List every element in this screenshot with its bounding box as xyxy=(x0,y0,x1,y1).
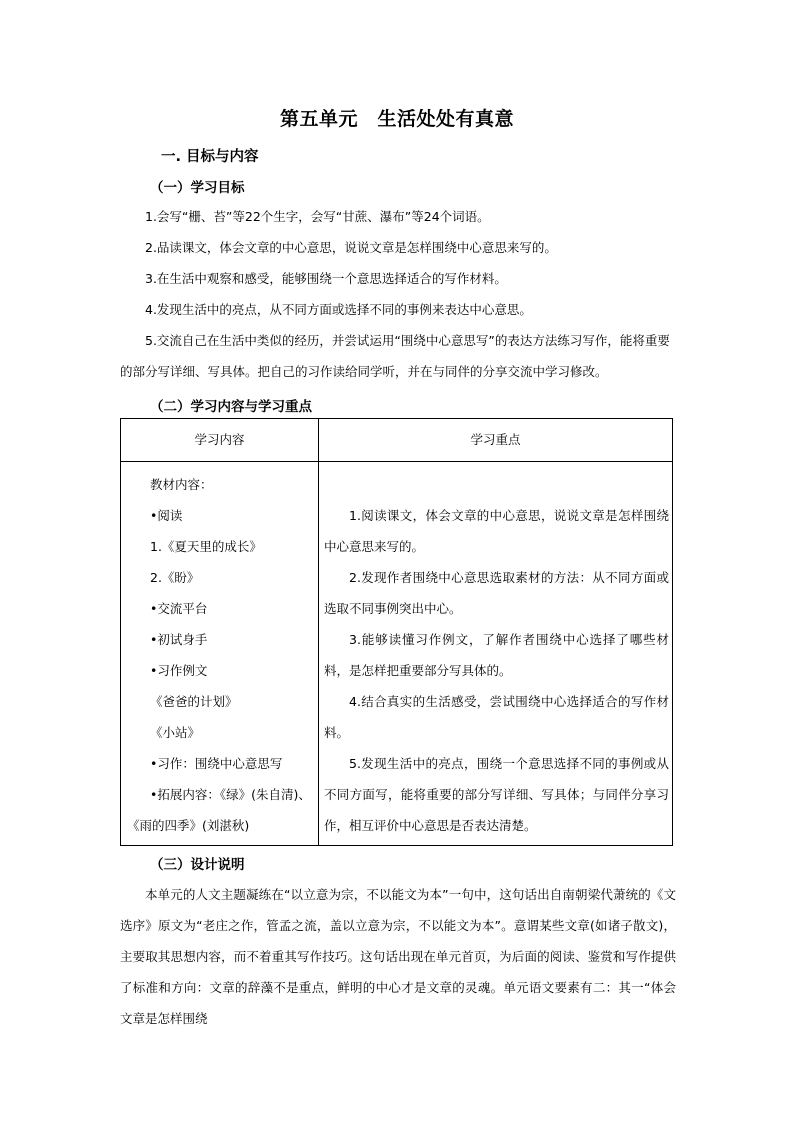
subheading-design-notes: （三）设计说明 xyxy=(150,857,245,873)
focus-item: 1.阅读课文，体会文章的中心意思，说说文章是怎样围绕中心意思来写的。 xyxy=(324,508,669,554)
table-header-focus: 学习重点 xyxy=(470,432,521,447)
table-column-divider xyxy=(318,419,319,845)
goal-item: 3.在生活中观察和感受，能够围绕一个意思选择适合的写作材料。 xyxy=(145,271,507,286)
list-item: •习作例文 xyxy=(150,663,208,678)
list-item: 1.《夏天里的成长》 xyxy=(150,539,262,554)
goal-item: 1.会写“栅、苔”等22个生字，会写“甘蔗、瀑布”等24个词语。 xyxy=(145,209,490,224)
list-item: •阅读 xyxy=(150,508,183,523)
list-item: 《小站》 xyxy=(150,725,201,740)
goal-item: 2.品读课文，体会文章的中心意思，说说文章是怎样围绕中心意思来写的。 xyxy=(145,240,557,255)
list-item: 《爸爸的计划》 xyxy=(150,694,238,709)
list-item: 教材内容： xyxy=(150,477,213,492)
focus-item: 2.发现作者围绕中心意思选取素材的方法：从不同方面或选取不同事例突出中心。 xyxy=(324,570,669,616)
subheading-learning-goals: （一）学习目标 xyxy=(150,180,245,196)
goal-item: 5.交流自己在生活中类似的经历，并尝试运用“围绕中心意思写”的表达方法练习写作，能将重要的部分写详细、写具体。把自己的习作读给同学听，并在与同伴的分享交流中学习修改。 xyxy=(120,333,670,379)
design-paragraph: 本单元的人文主题凝练在“以立意为宗，不以能文为本”一句中，这句话出自南朝梁代萧统的《文选序》原文为“老庄之作，管孟之流，盖以立意为宗，不以能文为本”。意谓某些文章(如诸子散文)，主要取其思想内容，而不着重其写作技巧。这句话出现在单元首页，为后面的阅读、鉴赏和写作提供了标准和方向：文章的辞藻不是重点，鲜明的中心才是文章的灵魂。单元语文要素有二：其一“体会文章是怎样围绕 xyxy=(120,887,676,1026)
table-header-row xyxy=(121,419,672,462)
list-item: •习作：围绕中心意思写 xyxy=(150,756,283,771)
table-header-content: 学习内容 xyxy=(194,432,245,447)
goals-list xyxy=(120,201,676,325)
list-item: •交流平台 xyxy=(150,601,208,616)
focus-item: 4.结合真实的生活感受，尝试围绕中心选择适合的写作材料。 xyxy=(324,694,669,740)
focus-item: 5.发现生活中的亮点，围绕一个意思选择不同的事例或从不同方面写，能将重要的部分写详细、写具体；与同伴分享习作，相互评价中心意思是否表达清楚。 xyxy=(324,756,669,833)
table-cell-focus xyxy=(324,500,669,841)
list-item: •拓展内容：《绿》(朱自清)、 xyxy=(150,787,311,802)
list-item: 《雨的四季》(刘湛秋) xyxy=(127,818,250,833)
list-item: 2.《盼》 xyxy=(150,570,200,585)
content-focus-table xyxy=(120,418,673,846)
page-title: 第五单元 生活处处有真意 xyxy=(279,108,514,130)
list-item: •初试身手 xyxy=(150,632,208,647)
focus-item: 3.能够读懂习作例文，了解作者围绕中心选择了哪些材料，是怎样把重要部分写具体的。 xyxy=(324,632,669,678)
section-heading-goals-content: 一. 目标与内容 xyxy=(161,149,259,165)
subheading-content-and-focus: （二）学习内容与学习重点 xyxy=(150,399,312,415)
table-cell-content xyxy=(127,469,317,841)
goal-item: 4.发现生活中的亮点，从不同方面或选择不同的事例来表达中心意思。 xyxy=(145,302,532,317)
